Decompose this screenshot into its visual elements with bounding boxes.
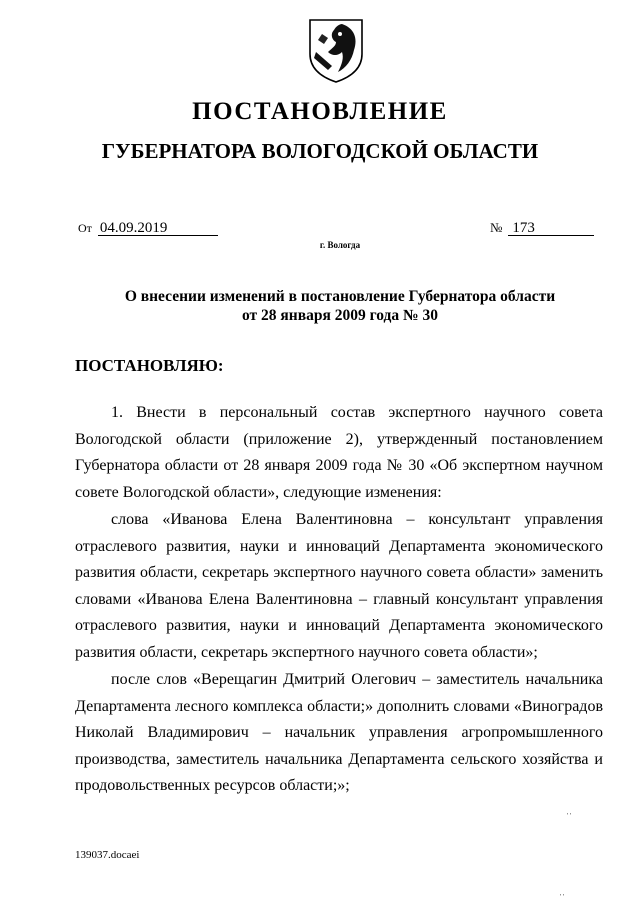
document-subject <box>0 287 640 325</box>
document-issuer: ГУБЕРНАТОРА ВОЛОГОДСКОЙ ОБЛАСТИ <box>101 139 539 163</box>
paragraph-3: после слов «Верещагин Дмитрий Олегович – заместитель начальника Департамента лесного комплекса области;» дополнить словами «Виноградов Николай Владимирович – начальник управления агропромышленного производства, заместитель начальника Департамента сельского хозяйства и продовольственных ресурсов области;»; <box>75 671 603 794</box>
document-date-row <box>78 220 218 237</box>
city-label: г. Вологда <box>319 240 361 250</box>
file-code: 139037.docaei <box>75 849 140 861</box>
paragraph-2: слова «Иванова Елена Валентиновна – консультант управления отраслевого развития, науки и инноваций Департамента экономического развития области, секретарь экспертного научного совета области» заменить словами «Иванова Елена Валентиновна – главный консультант управления отраслевого развития, науки и инноваций Департамента экономического развития области, секретарь экспертного научного совета области»; <box>75 511 603 661</box>
subject-line-1: О внесении изменений в постановление Губернатора области <box>124 288 556 305</box>
margin-mark: ' ' <box>567 812 572 820</box>
date-prefix: От <box>78 221 92 235</box>
page-mark: ' ' <box>560 893 565 901</box>
paragraph-1: 1. Внести в персональный состав экспертного научного совета Вологодской области (приложение 2), утвержденный постановлением Губернатора области от 28 января 2009 года № 30 «Об экспертном научном совете Вологодской области», следующие изменения: <box>75 404 603 501</box>
document-title: ПОСТАНОВЛЕНИЕ <box>192 98 448 125</box>
coat-of-arms-icon <box>302 14 370 84</box>
document-date: 04.09.2019 <box>98 221 218 236</box>
document-number-row <box>490 220 594 237</box>
decree-heading: ПОСТАНОВЛЯЮ: <box>75 356 224 375</box>
number-prefix: № <box>490 220 503 235</box>
subject-line-2: от 28 января 2009 года № 30 <box>242 307 438 324</box>
document-number: 173 <box>508 221 594 236</box>
